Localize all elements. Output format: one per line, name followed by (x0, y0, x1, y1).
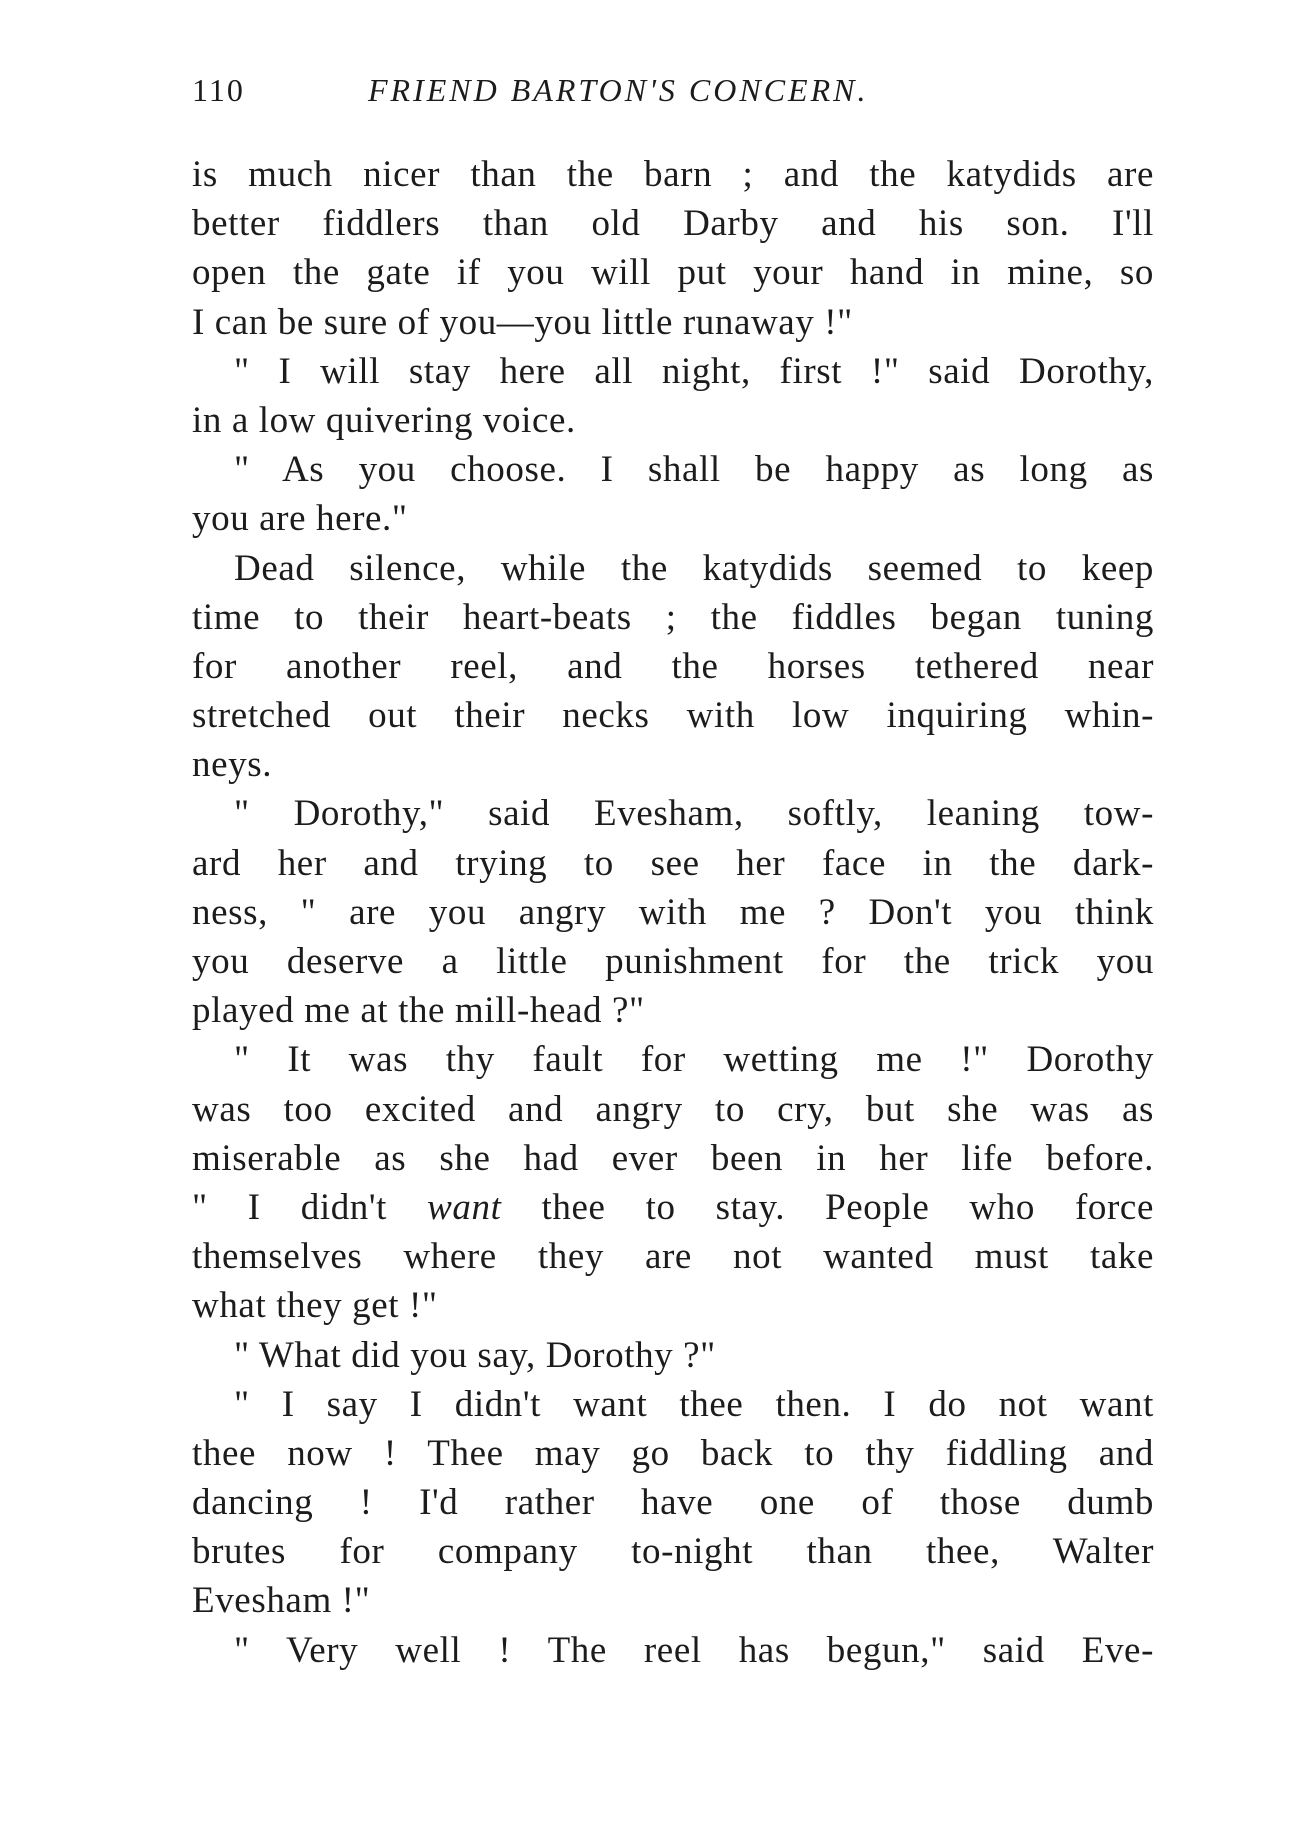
text-line: is much nicer than the barn ; and the katydids are (192, 154, 1154, 195)
text-line: " Very well ! The reel has begun," said Eve- (234, 1629, 1154, 1671)
text-line: ness, " are you angry with me ? Don't you think (192, 891, 1154, 933)
text-line: Evesham !" (192, 1580, 371, 1622)
text-line: " What did you say, Dorothy ?" (234, 1334, 716, 1376)
text-line: I can be sure of you—you little runaway !" (192, 301, 853, 343)
text-line: themselves where they are not wanted must take (192, 1236, 1154, 1278)
text-line (192, 1183, 1154, 1232)
body-text (192, 150, 1154, 1675)
text-line: " I will stay here all night, first !" said Dorothy, (234, 350, 1154, 392)
emphasized-word: want (427, 1186, 502, 1228)
running-head (192, 60, 972, 120)
text-line: for another reel, and the horses tethered near (192, 645, 1154, 687)
text-line: better fiddlers than old Darby and his son. I'll (192, 203, 1154, 245)
text-line: " As you choose. I shall be happy as long as (234, 449, 1154, 491)
text-line: stretched out their necks with low inquiring whin- (192, 695, 1154, 737)
text-line: ard her and trying to see her face in the dark- (192, 842, 1154, 884)
text-line: what they get !" (192, 1285, 438, 1327)
text-line: brutes for company to-night than thee, Walter (192, 1531, 1154, 1573)
book-title: FRIEND BARTON'S CONCERN. (368, 72, 869, 108)
text-line: open the gate if you will put your hand in mine, so (192, 252, 1154, 294)
text-line: " I say I didn't want thee then. I do not want (234, 1383, 1154, 1425)
text-line: thee now ! Thee may go back to thy fiddling and (192, 1432, 1154, 1474)
text-line: " Dorothy," said Evesham, softly, leaning tow- (234, 793, 1154, 835)
text-line: was too excited and angry to cry, but she was as (192, 1088, 1154, 1130)
text-line: neys. (192, 744, 273, 786)
text-line: " It was thy fault for wetting me !" Dorothy (234, 1039, 1154, 1081)
text-line: you are here." (192, 498, 408, 540)
text-line: played me at the mill-head ?" (192, 990, 645, 1032)
text-line: Dead silence, while the katydids seemed to keep (234, 547, 1154, 589)
text-segment: thee to stay. People who force (501, 1186, 1154, 1228)
page-number: 110 (192, 72, 245, 108)
text-line: miserable as she had ever been in her life before. (192, 1137, 1154, 1179)
text-line: you deserve a little punishment for the trick you (192, 941, 1154, 982)
text-line: in a low quivering voice. (192, 399, 576, 441)
text-line: time to their heart-beats ; the fiddles began tuning (192, 596, 1154, 638)
text-segment: " I didn't (192, 1186, 428, 1228)
text-line: dancing ! I'd rather have one of those dumb (192, 1482, 1154, 1524)
